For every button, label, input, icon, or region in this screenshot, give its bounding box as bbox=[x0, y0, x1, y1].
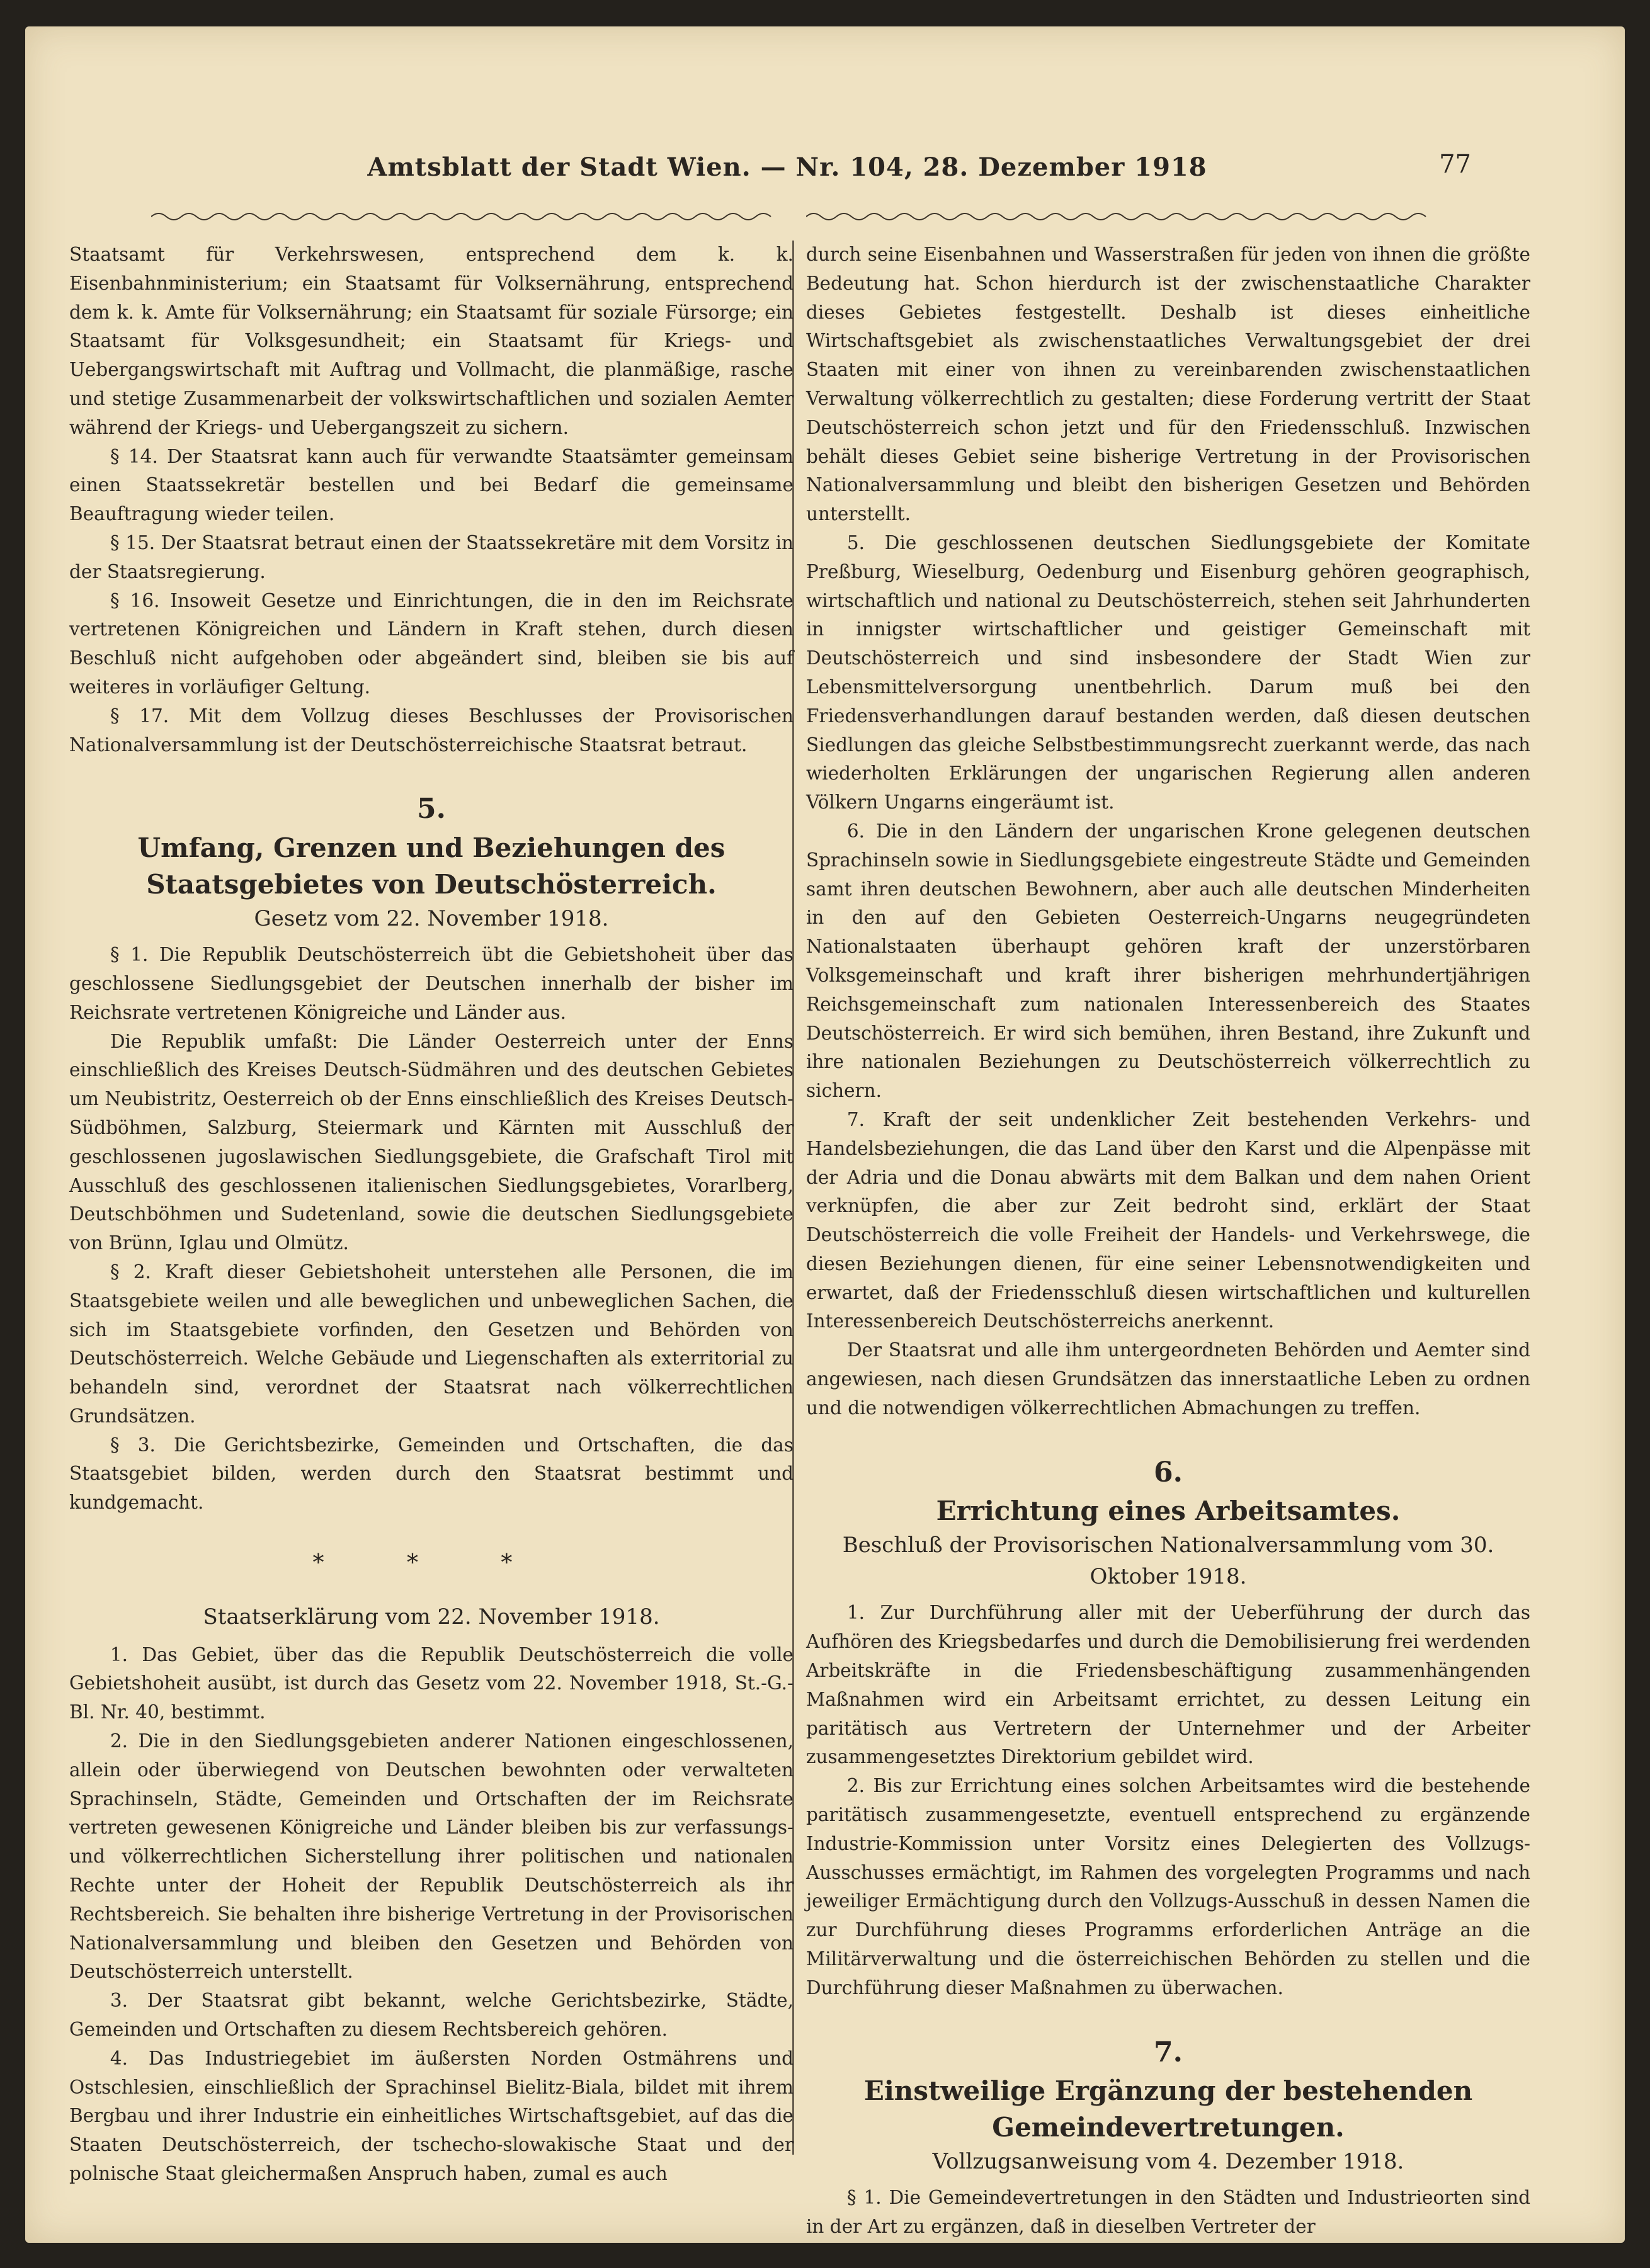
section-5-title: Umfang, Grenzen und Beziehungen des Staatsgebietes von Deutschösterreich. bbox=[137, 832, 725, 900]
section-6-title: Errichtung eines Arbeitsamtes. bbox=[936, 1495, 1401, 1527]
paragraph-continuation: durch seine Eisenbahnen und Wasserstraßen für jeden von ihnen die größte Bedeutung hat. Schon hierdurch ist der zwischenstaatliche Charakter dieses Gebietes festgestellt. Deshalb ist dieses einheitliche Wirtschaftsgebiet als zwischenstaatliches Verwaltungsgebiet der drei Staaten mit einer von ihnen zu vereinbarenden zwischenstaatlichen Verwaltung völkerrechtlich zu gestalten; diese Forderung vertritt der Staat Deutschösterreich schon jetzt und für den Friedensschluß. Inzwischen behält dieses Gebiet seine bisherige Vertretung in der Provisorischen Nationalversammlung und bleibt den bisherigen Gesetzen und Behörden unterstellt. bbox=[806, 244, 1530, 525]
section-7-subtitle: Vollzugsanweisung vom 4. Dezember 1918. bbox=[932, 2149, 1404, 2175]
paragraph-section-14: § 14. Der Staatsrat kann auch für verwandte Staatsämter gemeinsam einen Staatssekretär bestellen und bei Bedarf die gemeinsame Beauftragung wieder teilen. bbox=[69, 445, 794, 525]
paragraph-decl-7: 7. Kraft der seit undenklicher Zeit bestehenden Verkehrs- und Handelsbeziehungen, die das Land über den Karst und die Alpenpässe mit der Adria und die Donau abwärts mit dem Balkan und dem nahen Orient verknüpfen, die aber zur Zeit bedroht sind, erklärt der Staat Deutschösterreich die volle Freiheit der Handels- und Verkehrswege, die diesen Beziehungen dienen, für eine seiner Lebensnotwendigkeiten und erwartet, daß der Friedensschluß diesen wirtschaftlichen und kulturellen Interessenbereich Deutschösterreichs anerkennt. bbox=[806, 1108, 1530, 1332]
right-column bbox=[806, 241, 1530, 2242]
paragraph-decl-closing: Der Staatsrat und alle ihm untergeordneten Behörden und Aemter sind angewiesen, nach diesen Grundsätzen das innerstaatliche Leben zu ordnen und die notwendigen völkerrechtlichen Abmachungen zu treffen. bbox=[806, 1339, 1530, 1419]
section-7-number: 7. bbox=[1154, 2036, 1183, 2068]
page-number: 77 bbox=[1439, 150, 1471, 179]
paragraph-sec7-1: § 1. Die Gemeindevertretungen in den Städten und Industrieorten sind in der Art zu ergänzen, daß in dieselben Vertreter der bbox=[806, 2187, 1530, 2238]
paragraph-sec6-1: 1. Zur Durchführung aller mit der Ueberführung der durch das Aufhören des Kriegsbedarfes und durch die Demobilisierung frei werdenden Arbeitskräfte in die Friedensbeschäftigung zusammenhängenden Maßnahmen wird ein Arbeitsamt errichtet, zu dessen Leitung ein paritätisch aus Vertretern der Unternehmer und der Arbeiter zusammengesetztes Direktorium gebildet wird. bbox=[806, 1602, 1530, 1768]
header-wave-rule-left bbox=[151, 209, 781, 224]
paragraph-decl-4: 4. Das Industriegebiet im äußersten Norden Ostmährens und Ostschlesien, einschließlich der Sprachinsel Bielitz-Biala, bildet mit ihrem Bergbau und ihrer Industrie ein einheitliches Wirtschaftsgebiet, auf das die Staaten Deutschösterreich, der tschecho-slowakische Staat und der polnische Staat gleichermaßen Anspruch haben, zumal es auch bbox=[69, 2047, 794, 2185]
declaration-title: Staatserklärung vom 22. November 1918. bbox=[203, 1604, 660, 1630]
paragraph-intro: Staatsamt für Verkehrswesen, entsprechend dem k. k. Eisenbahnministerium; ein Staatsamt für Volksernährung, entsprechend dem k. k. Amte für Volksernährung; ein Staatsamt für soziale Fürsorge; ein Staatsamt für Volksgesundheit; ein Staatsamt für Kriegs- und Uebergangswirtschaft mit Auftrag und Vollmacht, die planmäßige, rasche und stetige Zusammenarbeit der volkswirtschaftlichen und sozialen Aemter während der Kriegs- und Uebergangszeit zu sichern. bbox=[69, 244, 794, 438]
left-column bbox=[69, 241, 794, 2189]
paragraph-sec5-2: § 2. Kraft dieser Gebietshoheit unterstehen alle Personen, die im Staatsgebiete weilen und alle beweglichen und unbeweglichen Sachen, die sich im Staatsgebiete vorfinden, den Gesetzen und Behörden von Deutschösterreich. Welche Gebäude und Liegenschaften als exterritorial zu behandeln sind, verordnet der Staatsrat nach völkerrechtlichen Grundsätzen. bbox=[69, 1261, 794, 1427]
section-6-subtitle: Beschluß der Provisorischen Nationalversammlung vom 30. Oktober 1918. bbox=[842, 1533, 1494, 1590]
paragraph-section-15: § 15. Der Staatsrat betraut einen der Staatssekretäre mit dem Vorsitz in der Staatsregierung. bbox=[69, 531, 794, 582]
section-6-number: 6. bbox=[1154, 1456, 1183, 1488]
paragraph-sec5-1: § 1. Die Republik Deutschösterreich übt die Gebietshoheit über das geschlossene Siedlungsgebiet der Deutschen innerhalb der bisher im Reichsrate vertretenen Königreiche und Länder aus. bbox=[69, 944, 794, 1023]
asterism: * * * bbox=[312, 1550, 550, 1577]
paragraph-sec5-1b: Die Republik umfaßt: Die Länder Oesterreich unter der Enns einschließlich des Kreises Deutsch-Südmähren und des deutschen Gebietes um Neubistritz, Oesterreich ob der Enns einschließlich des Kreises Deutsch-Südböhmen, Salzburg, Steiermark und Kärnten mit Ausschluß der geschlossenen jugoslawischen Siedlungsgebiete, die Grafschaft Tirol mit Ausschluß des geschlossenen italienischen Siedlungsgebietes, Vorarlberg, Deutschböhmen und Sudetenland, sowie die deutschen Siedlungsgebiete von Brünn, Iglau und Olmütz. bbox=[69, 1030, 794, 1254]
paragraph-sec6-2: 2. Bis zur Errichtung eines solchen Arbeitsamtes wird die bestehende paritätisch zusammengesetzte, eventuell entsprechend zu ergänzende Industrie-Kommission unter Vorsitz eines Delegierten des Vollzugs-Ausschusses ermächtigt, im Rahmen des vorgelegten Programms und nach jeweiliger Ermächtigung durch den Vollzugs-Ausschuß in dessen Namen die zur Durchführung dieses Programms erforderlichen Anträge an die Militärverwaltung und die österreichischen Behörden zu stellen und die Durchführung dieser Maßnahmen zu überwachen. bbox=[806, 1775, 1530, 1999]
newspaper-page bbox=[25, 26, 1625, 2243]
section-5-subtitle: Gesetz vom 22. November 1918. bbox=[254, 906, 609, 932]
paragraph-decl-2: 2. Die in den Siedlungsgebieten anderer Nationen eingeschlossenen, allein oder überwiegend von Deutschen bewohnten oder verwalteten Sprachinseln, Städte, Gemeinden und Ortschaften der im Reichsrate vertreten gewesenen Königreiche und Länder bleiben bis zur verfassungs- und völkerrechtlichen Sicherstellung ihrer politischen und nationalen Rechte unter der Hoheit der Republik Deutschösterreich als ihr Rechtsbereich. Sie behalten ihre bisherige Vertretung in der Provisorischen Nationalversammlung und bleiben den Gesetzen und Behörden von Deutschösterreich unterstellt. bbox=[69, 1730, 794, 1983]
running-title: Amtsblatt der Stadt Wien. — Nr. 104, 28. Dezember 1918 bbox=[367, 152, 1207, 182]
page-header bbox=[164, 150, 1471, 203]
paragraph-decl-5: 5. Die geschlossenen deutschen Siedlungsgebiete der Komitate Preßburg, Wieselburg, Oedenburg und Eisenburg gehören geographisch, wirtschaftlich und national zu Deutschösterreich, stehen seit Jahrhunderten in innigster wirtschaftlicher und geistiger Gemeinschaft mit Deutschösterreich und sind insbesondere der Stadt Wien zur Lebensmittelversorgung unentbehrlich. Darum muß bei den Friedensverhandlungen darauf bestanden werden, daß diesen deutschen Siedlungen das gleiche Selbstbestimmungsrecht zuerkannt werde, das nach wiederholten Erklärungen der ungarischen Regierung allen anderen Völkern Ungarns eingeräumt ist. bbox=[806, 531, 1530, 814]
paragraph-section-17: § 17. Mit dem Vollzug dieses Beschlusses der Provisorischen Nationalversammlung ist der Deutschösterreichische Staatsrat betraut. bbox=[69, 705, 794, 756]
paragraph-decl-3: 3. Der Staatsrat gibt bekannt, welche Gerichtsbezirke, Städte, Gemeinden und Ortschaften zu diesem Rechtsbereich gehören. bbox=[69, 1990, 794, 2041]
paragraph-sec5-3: § 3. Die Gerichtsbezirke, Gemeinden und Ortschaften, die das Staatsgebiet bilden, werden durch den Staatsrat bestimmt und kundgemacht. bbox=[69, 1434, 794, 1514]
section-7-title: Einstweilige Ergänzung der bestehenden Gemeindevertretungen. bbox=[863, 2075, 1473, 2143]
paragraph-section-16: § 16. Insoweit Gesetze und Einrichtungen, die in den im Reichsrate vertretenen Königreichen und Ländern in Kraft stehen, durch diesen Beschluß nicht aufgehoben oder abgeändert sind, bleiben sie bis auf weiteres in vorläufiger Geltung. bbox=[69, 589, 794, 698]
paragraph-decl-1: 1. Das Gebiet, über das die Republik Deutschösterreich die volle Gebietshoheit ausübt, ist durch das Gesetz vom 22. November 1918, St.-G.-Bl. Nr. 40, bestimmt. bbox=[69, 1643, 794, 1723]
section-5-number: 5. bbox=[417, 793, 446, 825]
header-wave-rule-right bbox=[806, 209, 1436, 224]
paragraph-decl-6: 6. Die in den Ländern der ungarischen Krone gelegenen deutschen Sprachinseln sowie in Siedlungsgebiete eingestreute Städte und Gemeinden samt ihren deutschen Bewohnern, aber auch alle deutschen Minderheiten in den auf den Gebieten Oesterreich-Ungarns neugegründeten Nationalstaaten überhaupt gehören kraft der unzerstörbaren Volksgemeinschaft und kraft ihrer bisherigen mehrhundertjährigen Reichsgemeinschaft zum nationalen Interessenbereich des Staates Deutschösterreich. Er wird sich bemühen, ihren Bestand, ihre Zukunft und ihre nationalen Beziehungen zu Deutschösterreich völkerrechtlich zu sichern. bbox=[806, 820, 1530, 1102]
